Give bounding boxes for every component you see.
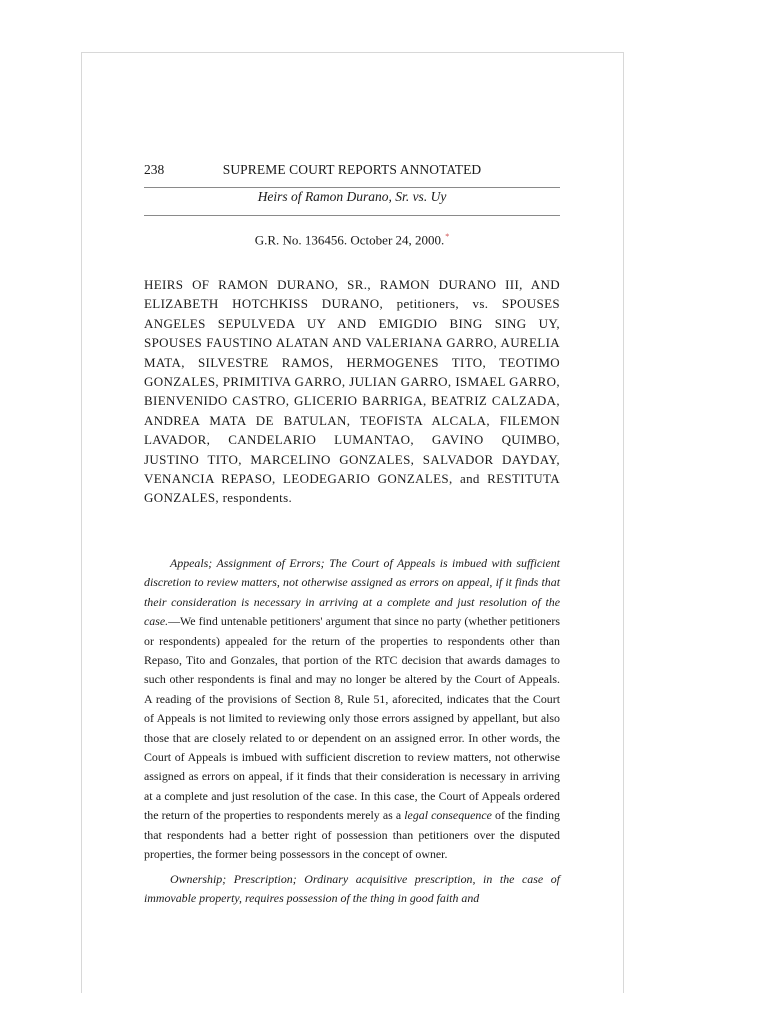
syllabus-heading: Appeals; Assignment of Errors; The Court of Appeals is imbued with sufficient discretion to review matters, not otherwise assigned as errors on appeal, if it finds that their consideration is necessary in arriving at a complete and just resolution of the case. <box>144 556 560 629</box>
journal-title: SUPREME COURT REPORTS ANNOTATED <box>222 162 482 177</box>
syllabus-paragraph <box>144 554 560 865</box>
syllabus-paragraph <box>144 870 560 909</box>
header-rule-top <box>144 187 560 188</box>
page-number: 238 <box>144 162 165 177</box>
header-rule-bottom <box>144 215 560 216</box>
footnote-marker: * <box>445 232 450 241</box>
parties-caption <box>144 275 560 508</box>
case-title: Heirs of Ramon Durano, Sr. vs. Uy <box>257 189 447 204</box>
gr-number: G.R. No. 136456. October 24, 2000. <box>254 232 445 248</box>
gr-number-line <box>144 232 560 248</box>
syllabus-italic-term: legal consequence <box>404 808 492 823</box>
running-head <box>144 162 560 180</box>
parties-text: HEIRS OF RAMON DURANO, SR., RAMON DURANO III, AND ELIZABETH HOTCHKISS DURANO, petitioners, vs. SPOUSES ANGELES SEPULVEDA UY AND EMIGDIO BING SING UY, SPOUSES FAUSTINO ALATAN AND VALERIANA GARRO, AURELIA MATA, SILVESTRE RAMOS, HERMOGENES TITO, TEOTIMO GONZALES, PRIMITIVA GARRO, JULIAN GARRO, ISMAEL GARRO, BIENVENIDO CASTRO, GLICERIO BARRIGA, BEATRIZ CALZADA, ANDREA MATA DE BATULAN, TEOFISTA ALCALA, FILEMON LAVADOR, CANDELARIO LUMANTAO, GAVINO QUIMBO, JUSTINO TITO, MARCELINO GONZALES, SALVADOR DAYDAY, VENANCIA REPASO, LEODEGARIO GONZALES, and RESTITUTA GONZALES, respondents. <box>144 277 560 506</box>
document-page <box>81 52 624 993</box>
syllabus-body: —We find untenable petitioners' argument that since no party (whether petitioners or respondents) appealed for the return of the properties to respondents other than Repaso, Tito and Gonzales, that portion of the RTC decision that awards damages to such other respondents is final and may no longer be altered by the Court of Appeals. A reading of the provisions of Section 8, Rule 51, aforecited, indicates that the Court of Appeals is not limited to reviewing only those errors assigned by appellant, but also those that are closely related to or dependent on an assigned error. In other words, the Court of Appeals is imbued with sufficient discretion to review matters, not otherwise assigned as errors on appeal, if it finds that their consideration is necessary in arriving at a complete and just resolution of the case. In this case, the Court of Appeals ordered the return of the properties to respondents merely as a <box>144 614 560 823</box>
syllabus-heading: Ownership; Prescription; Ordinary acquisitive prescription, in the case of immovable property, requires possession of the thing in good faith and <box>144 871 560 905</box>
syllabus-body-continued: of the finding that respondents had a better right of possession than petitioners over the disputed properties, the former being possessors in the concept of owner. <box>144 808 561 862</box>
syllabus <box>144 554 560 913</box>
